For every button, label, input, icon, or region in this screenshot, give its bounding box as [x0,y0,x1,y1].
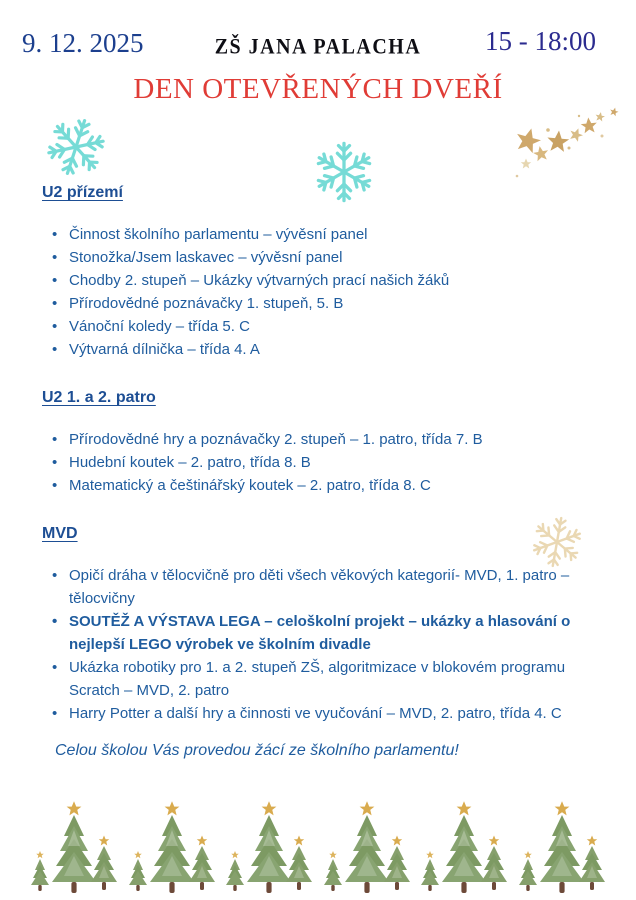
footer-note: Celou školou Vás provedou žácí ze školního parlamentu! [55,742,459,759]
christmas-trees-icon [28,796,120,896]
list-item: • Přírodovědné hry a poznávačky 2. stupeň – 1. patro, třída 7. B [42,428,598,451]
christmas-trees-icon [126,796,218,896]
list-item: • Chodby 2. stupeň – Ukázky výtvarných prací našich žáků [42,269,598,292]
school-name: ZŠ JANA PALACHA [214,34,422,60]
list-u2-patra [42,428,598,497]
list-item-lego-highlight: • SOUTĚŽ A VÝSTAVA LEGA – celoškolní projekt – ukázky a hlasování o nejlepší LEGO výrobek ve školním divadle [42,610,598,656]
section-heading-u2-prizemi: U2 přízemí [42,184,123,201]
event-date: 9. 12. 2025 [22,28,144,58]
list-item: • Harry Potter a další hry a činnosti ve vyučování – MVD, 2. patro, třída 4. C [42,702,598,725]
event-time: 15 - 18:00 [485,26,596,56]
list-mvd [42,564,598,725]
list-item: • Činnost školního parlamentu – vývěsní panel [42,223,598,246]
list-item: • Přírodovědné poznávačky 1. stupeň, 5. B [42,292,598,315]
section-heading-mvd: MVD [42,525,78,542]
list-item: • Hudební koutek – 2. patro, třída 8. B [42,451,598,474]
flyer-body [42,183,598,725]
list-u2-prizemi [42,223,598,361]
christmas-trees-icon [321,796,413,896]
list-item: • Matematický a češtinářský koutek – 2. patro, třída 8. C [42,474,598,497]
section-heading-u2-patra: U2 1. a 2. patro [42,389,156,406]
christmas-trees-icon [223,796,315,896]
list-item: • Výtvarná dílnička – třída 4. A [42,338,598,361]
snowflake-icon [36,107,117,188]
list-item: • Vánoční koledy – třída 5. C [42,315,598,338]
christmas-trees-border [28,796,608,896]
list-item: • Opičí dráha v tělocvičně pro děti všech věkových kategorií- MVD, 1. patro – tělocvičny [42,564,598,610]
stars-cluster-icon [503,106,625,186]
page-title: DEN OTEVŘENÝCH DVEŘÍ [133,73,503,105]
list-item: • Stonožka/Jsem laskavec – vývěsní panel [42,246,598,269]
christmas-trees-icon [418,796,510,896]
list-item: • Ukázka robotiky pro 1. a 2. stupeň ZŠ, algoritmizace v blokovém programu Scratch – MVD, 2. patro [42,656,598,702]
christmas-trees-icon [516,796,608,896]
